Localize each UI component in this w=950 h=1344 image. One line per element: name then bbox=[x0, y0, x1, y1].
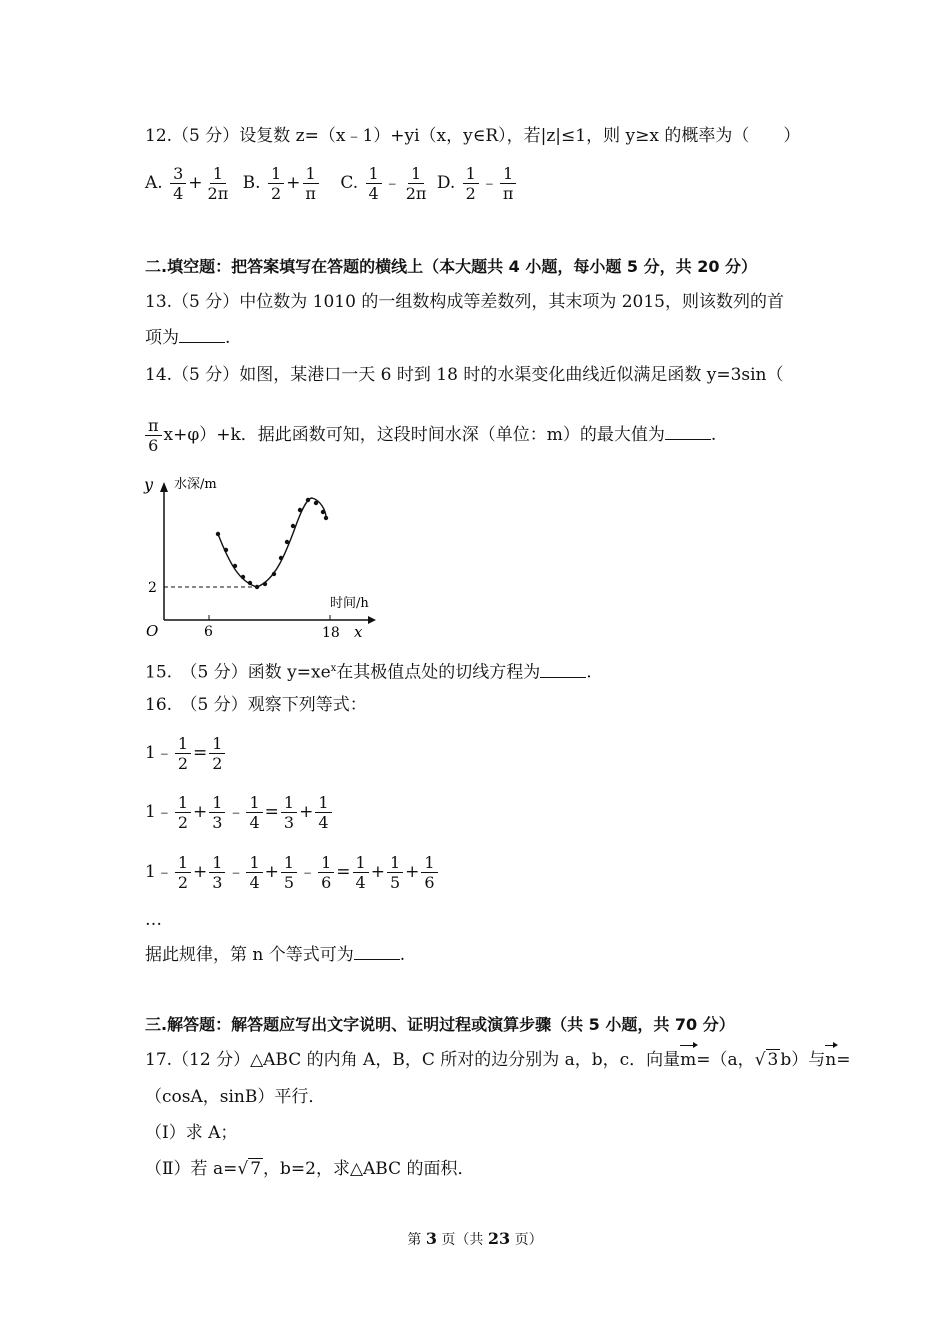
section-3-heading: 三.解答题：解答题应写出文字说明、证明过程或演算步骤（共 5 小题，共 70 分） bbox=[145, 1015, 735, 1034]
option-c-op: ﹣ bbox=[383, 173, 401, 193]
data-point bbox=[255, 585, 259, 589]
option-a-op: + bbox=[188, 173, 203, 193]
q14-frac: $\frac{\pi}{6}$ bbox=[145, 416, 162, 455]
q13-line1: 13.（5 分）中位数为 1010 的一组数构成等差数列，其末项为 2015，则该数列的首 bbox=[145, 292, 784, 312]
option-b-frac1: $\frac{1}{2}$ bbox=[268, 164, 284, 203]
q16-ellipsis: … bbox=[145, 910, 162, 930]
page-footer: 第 3 页（共 23 页） bbox=[407, 1229, 543, 1248]
data-point bbox=[248, 581, 252, 585]
q16-eq2: 1﹣ $\frac{1}{2}$ + $\frac{1}{3}$ ﹣ $\frac{1}{4}$ = $\frac{1}{3}$ + $\frac{1}{4}$ bbox=[145, 792, 334, 832]
data-point bbox=[241, 575, 245, 579]
data-point bbox=[314, 501, 318, 505]
y-axis-unit: 水深/m bbox=[174, 477, 217, 492]
x-tick-18: 18 bbox=[322, 625, 340, 641]
option-d-op: ﹣ bbox=[480, 173, 498, 193]
y-tick-2: 2 bbox=[148, 580, 157, 596]
sqrt-7: 7 bbox=[250, 1159, 262, 1179]
answer-blank bbox=[179, 328, 225, 343]
option-c-frac2: $\frac{1}{2\pi}$ bbox=[405, 164, 427, 203]
option-a-frac1: $\frac{3}{4}$ bbox=[170, 164, 186, 203]
q17-part2: （Ⅱ）若 a=√ 7 ，b=2，求△ABC 的面积． bbox=[145, 1159, 475, 1179]
data-point bbox=[279, 556, 283, 560]
origin-label: O bbox=[146, 622, 159, 640]
q17-line2: （cosA，sinB）平行． bbox=[145, 1087, 326, 1107]
answer-blank bbox=[354, 945, 400, 960]
option-a-frac2: $\frac{1}{2\pi}$ bbox=[207, 164, 229, 203]
q14-line2: $\frac{\pi}{6}$ x+φ）+k．据此函数可知，这段时间水深（单位：m）的最大值为 . bbox=[145, 411, 716, 459]
option-b-label: B. bbox=[242, 173, 261, 193]
data-point bbox=[224, 548, 228, 552]
q16-eq1: 1﹣ $\frac{1}{2}$ = $\frac{1}{2}$ bbox=[145, 733, 227, 773]
y-axis-label: y bbox=[144, 475, 154, 494]
y-axis-arrow bbox=[160, 482, 168, 492]
q16-stem: 16. （5 分）观察下列等式： bbox=[145, 695, 367, 715]
q16-conclusion: 据此规律，第 n 个等式可为 . bbox=[145, 945, 406, 965]
q17-line1: 17.（12 分）△ABC 的内角 A，B，C 所对的边分别为 a，b，c．向量m=（a，√ 3 b）与n= bbox=[145, 1050, 851, 1070]
current-page: 3 bbox=[425, 1229, 437, 1248]
vector-m: m bbox=[680, 1050, 697, 1070]
x-tick-6: 6 bbox=[204, 624, 213, 640]
answer-blank bbox=[540, 663, 586, 678]
data-point bbox=[285, 540, 289, 544]
vector-n: n bbox=[825, 1050, 837, 1070]
answer-blank bbox=[665, 425, 711, 440]
data-point bbox=[291, 524, 295, 528]
data-point bbox=[263, 582, 267, 586]
q13-line2: 项为 . bbox=[145, 328, 231, 348]
data-point bbox=[324, 516, 328, 520]
sqrt-3: 3 bbox=[767, 1050, 779, 1070]
q16-eq3: 1﹣ $\frac{1}{2}$ + $\frac{1}{3}$ ﹣ $\frac{1}{4}$ + $\frac{1}{5}$ ﹣ $\frac{1}{6}$ = $\frac{1}{4}$ + $\frac{1}{5}$ + $\frac{1}{6}$ bbox=[145, 852, 440, 892]
option-a-label: A. bbox=[145, 173, 163, 193]
data-point bbox=[233, 564, 237, 568]
data-point bbox=[272, 572, 276, 576]
option-d-frac1: $\frac{1}{2}$ bbox=[463, 164, 479, 203]
option-c-label: C. bbox=[340, 173, 359, 193]
x-axis-label: x bbox=[354, 623, 363, 641]
water-depth-graph bbox=[140, 470, 390, 645]
q15: 15. （5 分）函数 $y=xe^x$在其极值点处的切线方程为 . bbox=[145, 662, 592, 683]
q17-part1: （Ⅰ）求 A； bbox=[145, 1123, 238, 1143]
x-axis-arrow bbox=[368, 616, 376, 624]
section-2-heading: 二.填空题：把答案填写在答题的横线上（本大题共 4 小题，每小题 5 分，共 20 分） bbox=[145, 257, 758, 276]
option-d-frac2: $\frac{1}{\pi}$ bbox=[500, 164, 517, 203]
option-c-frac1: $\frac{1}{4}$ bbox=[366, 164, 382, 203]
data-point bbox=[321, 510, 325, 514]
x-axis-unit: 时间/h bbox=[330, 596, 369, 611]
option-d-label: D. bbox=[436, 173, 456, 193]
option-b-frac2: $\frac{1}{\pi}$ bbox=[302, 164, 319, 203]
data-point bbox=[306, 498, 310, 502]
data-point bbox=[298, 508, 302, 512]
q14-line1: 14.（5 分）如图，某港口一天 6 时到 18 时的水渠变化曲线近似满足函数 y=3sin（ bbox=[145, 365, 784, 385]
q12-stem: 12.（5 分）设复数 z=（x﹣1）+yi（x，y∈R），若|z|≤1，则 y≥x 的概率为（ ） bbox=[145, 126, 801, 146]
q12-options bbox=[145, 164, 518, 203]
data-point bbox=[216, 532, 220, 536]
option-b-op: + bbox=[286, 173, 301, 193]
total-pages: 23 bbox=[487, 1229, 511, 1248]
